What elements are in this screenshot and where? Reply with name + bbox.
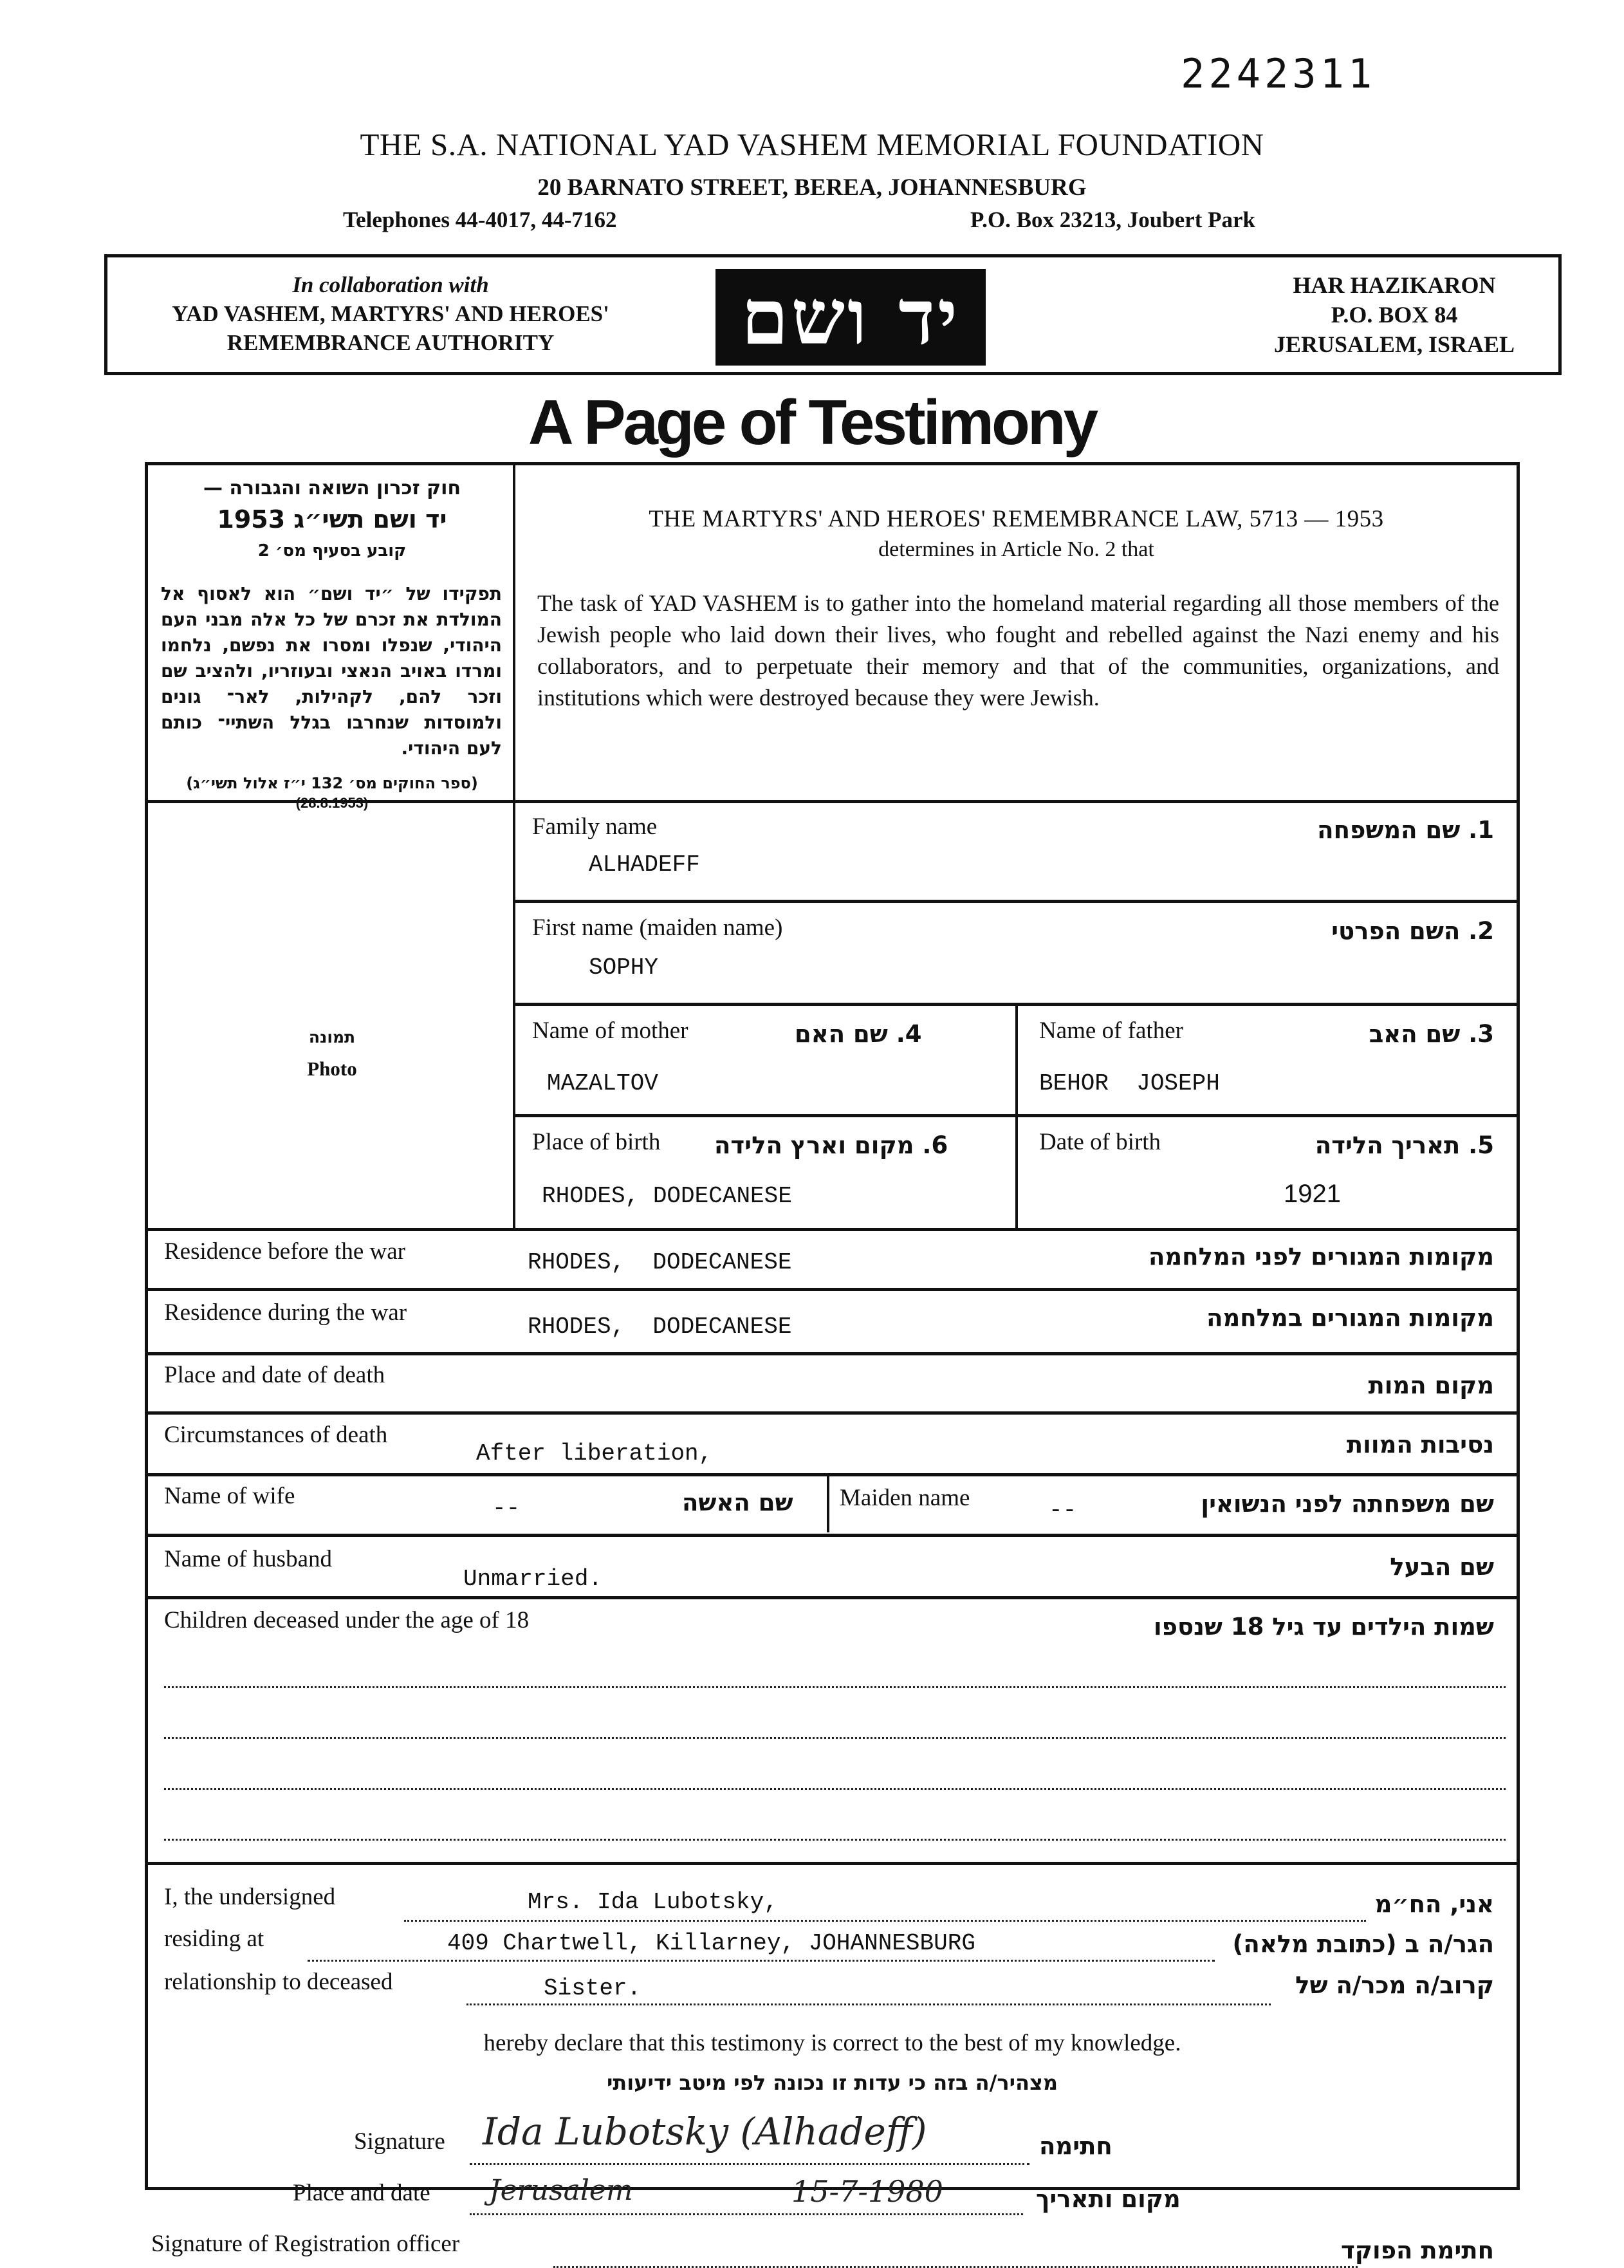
officer-signature-label: Signature of Registration officer — [151, 2231, 460, 2257]
children-label-hebrew: שמות הילדים עד גיל 18 שנספו — [1153, 1613, 1494, 1641]
circumstances-death-value[interactable]: After liberation, — [476, 1440, 713, 1467]
maiden-name-value[interactable]: -- — [1049, 1497, 1077, 1523]
children-line-4[interactable] — [164, 1839, 1506, 1841]
residence-before-label-hebrew: מקומות המגורים לפני המלחמה — [1148, 1243, 1494, 1270]
law-hebrew-date — [148, 795, 516, 812]
page-title: A Page of Testimony — [528, 387, 1096, 458]
mother-name-label: Name of mother — [532, 1018, 688, 1044]
photo-label-hebrew: תמונה — [308, 1028, 356, 1046]
collaboration-org-line2: REMEMBRANCE AUTHORITY — [226, 330, 555, 355]
signature-label: Signature — [354, 2128, 445, 2155]
divider — [148, 800, 515, 803]
collaboration-intro: In collaboration with — [292, 272, 489, 297]
family-name-label: Family name — [532, 813, 658, 840]
children-line-2[interactable] — [164, 1737, 1506, 1739]
declaration-text-hebrew: מצהיר/ה בזה כי עדות זו נכונה לפי מיטב ידיעותי — [606, 2070, 1058, 2095]
maiden-name-label: Maiden name — [840, 1485, 970, 1511]
relationship-label: relationship to deceased — [164, 1969, 393, 1995]
divider — [148, 1473, 1517, 1476]
divider — [148, 1288, 1517, 1291]
organization-phones: Telephones 44-4017, 44-7162 — [343, 207, 617, 232]
residing-label: residing at — [164, 1926, 264, 1952]
father-name-value[interactable]: BEHOR JOSEPH — [1039, 1070, 1220, 1097]
signature-value[interactable]: Ida Lubotsky (Alhadeff) — [483, 2110, 927, 2153]
residence-during-label: Residence during the war — [164, 1299, 407, 1326]
place-of-birth-label: Place of birth — [532, 1129, 661, 1155]
family-name-label-hebrew: 1. שם המשפחה — [1317, 816, 1494, 844]
organization-po-box: P.O. Box 23213, Joubert Park — [970, 207, 1256, 232]
organization-address: 20 BARNATO STREET, BEREA, JOHANNESBURG — [537, 174, 1087, 201]
husband-name-label-hebrew: שם הבעל — [1390, 1553, 1494, 1581]
collaboration-header-box — [104, 254, 1562, 375]
relationship-label-hebrew: קרוב/ה מכר/ה של — [1295, 1971, 1494, 1999]
law-english-body: The task of YAD VASHEM is to gather into the homeland material regarding all those members of the Jewish people who laid down their lives, who fought and rebelled against the Nazi enemy and his collaborators, and to perpetuate their memory and that of the communities, organizations, and institutions which were destroyed because they were Jewish. — [537, 590, 1499, 711]
officer-signature-label-hebrew: חתימת הפוקד — [1341, 2236, 1494, 2264]
date-value[interactable]: 15-7-1980 — [791, 2174, 943, 2209]
residence-during-value[interactable]: RHODES, DODECANESE — [528, 1314, 792, 1340]
organization-name: THE S.A. NATIONAL YAD VASHEM MEMORIAL FOUNDATION — [360, 127, 1264, 162]
husband-name-value[interactable]: Unmarried. — [463, 1566, 603, 1592]
testimony-form — [145, 462, 1520, 2264]
wife-name-label: Name of wife — [164, 1483, 295, 1509]
husband-name-label: Name of husband — [164, 1546, 332, 1572]
first-name-label-hebrew: 2. השם הפרטי — [1331, 917, 1494, 945]
yad-vashem-logo — [715, 269, 986, 366]
wife-maiden-divider — [827, 1476, 829, 1532]
law-hebrew-body: תפקידו של ״יד ושם״ הוא לאסוף אל המולדת את זכרם של כל אלה מבני העם היהודי, שנפלו ומסרו את נפשם, נלחמו ומרדו באויב הנאצי ובעוזריו, ולהציב שם וזכר להם, לקהילות, לאר־ גונים ולמוסדות שנחרבו בגלל השתיי־ כותם לעם היהודי. — [161, 583, 502, 759]
jerusalem-address-block — [1253, 270, 1536, 359]
residence-before-value[interactable]: RHODES, DODECANESE — [528, 1249, 792, 1276]
address-line-1: HAR HAZIKARON — [1293, 272, 1496, 298]
divider — [515, 900, 1517, 903]
signature-label-hebrew: חתימה — [1039, 2132, 1112, 2160]
divider — [148, 1862, 1517, 1865]
maiden-name-label-hebrew: שם משפחתה לפני הנשואין — [1201, 1490, 1494, 1518]
first-name-label: First name (maiden name) — [532, 915, 783, 941]
logo-text: יד ושם — [741, 272, 961, 362]
children-line-1[interactable] — [164, 1686, 1506, 1688]
date-of-birth-label: Date of birth — [1039, 1129, 1161, 1155]
divider — [148, 1411, 1517, 1415]
undersigned-label-hebrew: אני, הח״מ — [1374, 1890, 1494, 1918]
divider — [148, 1534, 1517, 1537]
circumstances-death-label-hebrew: נסיבות המוות — [1346, 1431, 1494, 1458]
address-line-2: P.O. BOX 84 — [1331, 302, 1458, 328]
undersigned-label: I, the undersigned — [164, 1884, 336, 1910]
mother-name-value[interactable]: MAZALTOV — [547, 1070, 658, 1097]
residence-before-label: Residence before the war — [164, 1238, 405, 1265]
father-name-label-hebrew: 3. שם האב — [1369, 1020, 1494, 1048]
place-of-birth-value[interactable]: RHODES, DODECANESE — [542, 1183, 792, 1209]
photo-label: Photo — [307, 1057, 357, 1080]
residing-line — [308, 1960, 1215, 1962]
residing-value[interactable]: 409 Chartwell, Killarney, JOHANNESBURG — [447, 1930, 975, 1957]
law-hebrew-title3: קובע בסעיף מס׳ 2 — [257, 541, 407, 561]
place-date-label-hebrew: מקום ותאריך — [1036, 2185, 1181, 2213]
father-name-label: Name of father — [1039, 1018, 1183, 1044]
place-date-death-label-hebrew: מקום המות — [1368, 1371, 1494, 1399]
place-value[interactable]: Jerusalem — [489, 2174, 633, 2207]
undersigned-line — [404, 1920, 1366, 1922]
divider — [148, 1352, 1517, 1355]
residing-label-hebrew: הגר/ה ב (כתובת מלאה) — [1232, 1930, 1494, 1958]
place-of-birth-label-hebrew: 6. מקום וארץ הלידה — [714, 1131, 948, 1159]
law-hebrew-panel — [148, 465, 516, 803]
mother-name-label-hebrew: 4. שם האם — [795, 1020, 922, 1048]
date-of-birth-value[interactable]: 1921 — [1284, 1180, 1341, 1208]
law-hebrew-reference: (ספר החוקים מס׳ 132 י״ז אלול תשי״ג) — [186, 774, 478, 792]
family-name-value[interactable]: ALHADEFF — [589, 851, 700, 878]
signature-line — [470, 2163, 1029, 2165]
relationship-line — [466, 2003, 1271, 2005]
relationship-value[interactable]: Sister. — [544, 1975, 641, 2002]
collaboration-org-line1: YAD VASHEM, MARTYRS' AND HEROES' — [172, 301, 609, 326]
parents-divider — [1015, 1006, 1018, 1228]
address-line-3: JERUSALEM, ISRAEL — [1273, 331, 1515, 357]
children-label: Children deceased under the age of 18 — [164, 1607, 530, 1633]
law-english-title: THE MARTYRS' AND HEROES' REMEMBRANCE LAW, 5713 — 1953 — [649, 506, 1384, 532]
declaration-text: hereby declare that this testimony is correct to the best of my knowledge. — [483, 2030, 1181, 2056]
undersigned-value[interactable]: Mrs. Ida Lubotsky, — [528, 1889, 778, 1915]
place-date-line — [470, 2213, 1023, 2215]
law-english-subtitle: determines in Article No. 2 that — [878, 537, 1154, 561]
date-of-birth-label-hebrew: 5. תאריך הלידה — [1315, 1131, 1494, 1159]
children-line-3[interactable] — [164, 1788, 1506, 1790]
law-hebrew-title2: יד ושם תשי״ג 1953 — [217, 505, 447, 534]
wife-name-label-hebrew: שם האשה — [682, 1489, 793, 1516]
divider — [148, 1596, 1517, 1599]
law-hebrew-title1: חוק זכרון השואה והגבורה — — [203, 477, 461, 499]
residence-during-label-hebrew: מקומות המגורים במלחמה — [1206, 1304, 1494, 1332]
place-date-death-label: Place and date of death — [164, 1362, 385, 1388]
document-number: 2242311 — [1181, 50, 1376, 97]
first-name-value[interactable]: SOPHY — [589, 954, 659, 981]
divider — [515, 800, 1517, 803]
collaboration-block — [107, 270, 674, 357]
wife-name-value[interactable]: -- — [492, 1495, 521, 1521]
divider — [148, 1228, 1517, 1231]
circumstances-death-label: Circumstances of death — [164, 1422, 388, 1448]
place-date-label: Place and date — [293, 2180, 430, 2206]
